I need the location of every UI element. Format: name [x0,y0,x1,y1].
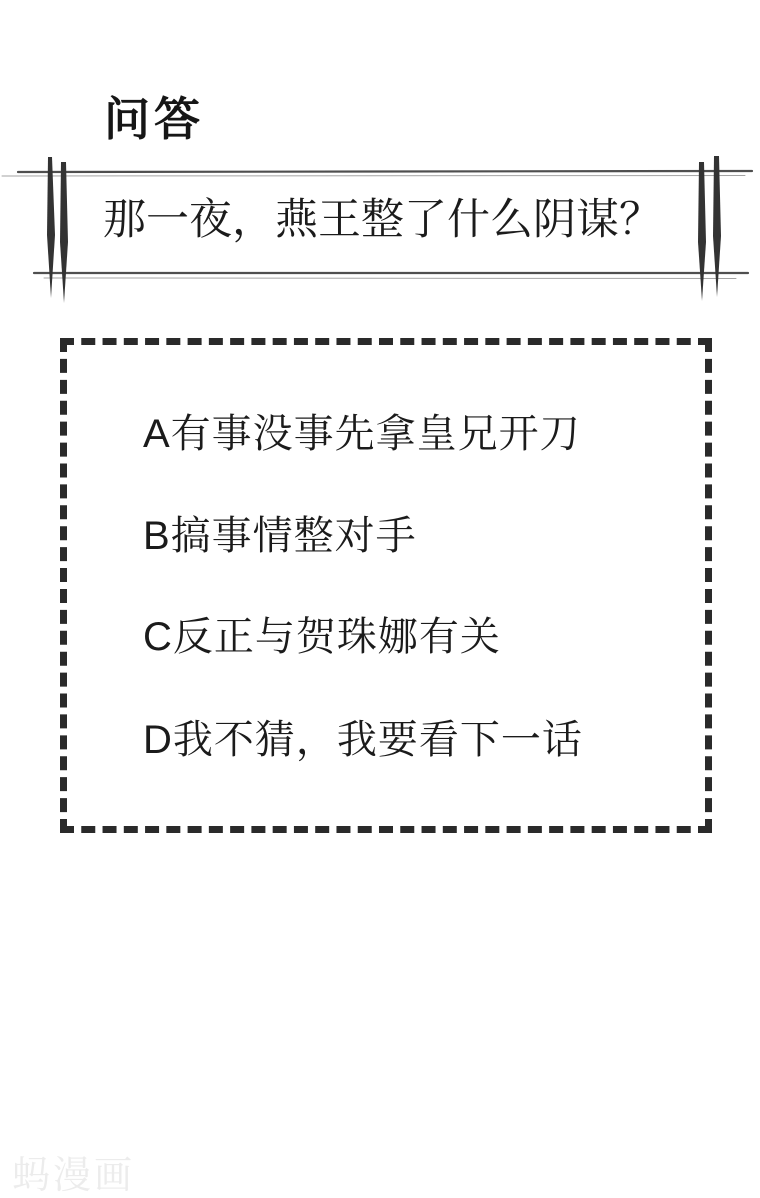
option-b: B搞事情整对手 [143,514,417,558]
option-a: A有事没事先拿皇兄开刀 [143,412,581,456]
page-title: 问答 [104,93,204,145]
banner-frame-decoration [0,0,760,320]
banner-left-stroke-1 [47,157,55,298]
banner-right-stroke-1 [698,162,706,301]
option-d: D我不猜，我要看下一话 [143,718,583,762]
banner-left-stroke-2 [60,162,68,303]
banner-right-stroke-2 [713,156,721,297]
banner-top-line-echo [2,176,745,177]
watermark: 蚂漫画 [12,1155,136,1197]
question-text: 那一夜，燕王整了什么阴谋？ [103,196,662,244]
banner-bottom-line-echo [44,278,736,279]
banner-top-line [18,171,752,172]
option-c: C反正与贺珠娜有关 [143,615,501,659]
options-box [60,338,712,833]
